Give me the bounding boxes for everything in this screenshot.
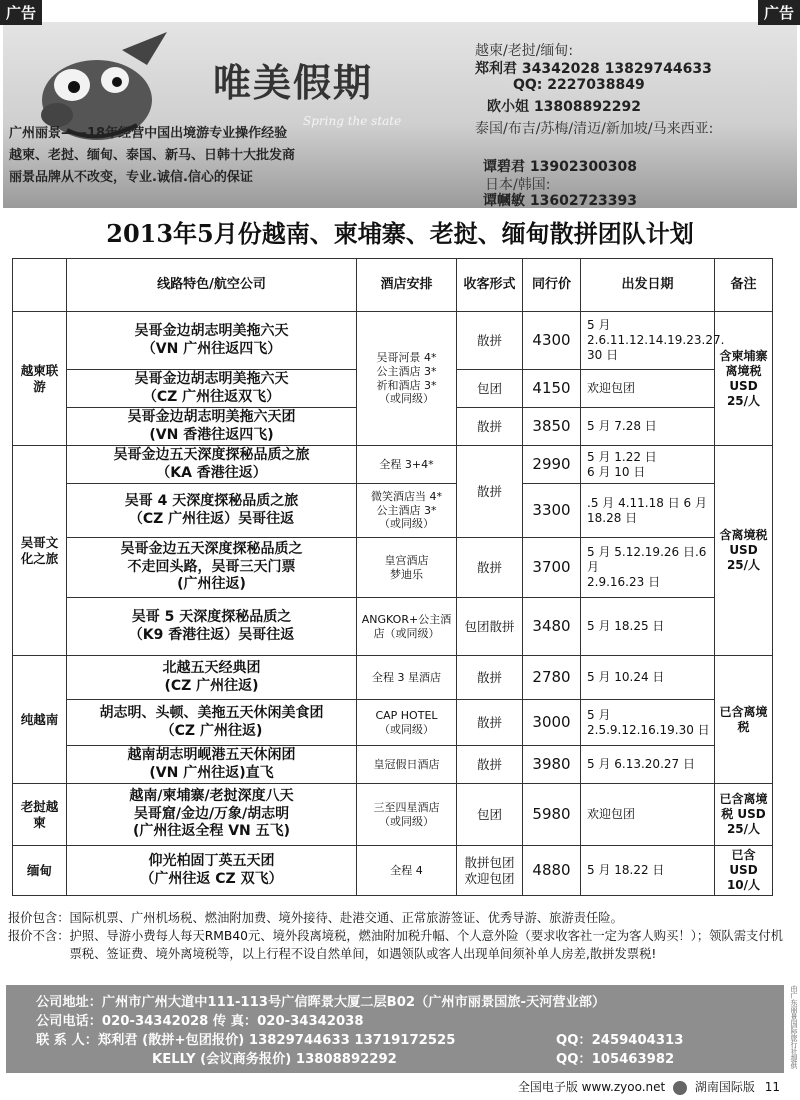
contact-region: 日本/韩国: bbox=[485, 177, 551, 193]
route-cell-line: 吴哥金边胡志明美拖六天 bbox=[134, 323, 289, 339]
table-header: 出发日期 bbox=[581, 259, 715, 312]
date-cell-line: 5 月 18.22 日 bbox=[587, 863, 665, 877]
route-cell-line: (VN 香港往返四飞) bbox=[149, 426, 274, 443]
hotel-cell bbox=[357, 700, 457, 746]
hotel-cell-line: 皇冠假日酒店 bbox=[373, 757, 440, 771]
contact-person: KELLY (会议商务报价) 13808892292 bbox=[152, 1052, 397, 1067]
form-cell: 散拼 bbox=[457, 446, 523, 538]
route-cell-line: (广州往返) bbox=[177, 576, 246, 593]
table-header: 同行价 bbox=[523, 259, 581, 312]
route-cell-line: （VN 广州往返四飞） bbox=[141, 340, 282, 357]
hotel-cell-line: 店（或同级） bbox=[373, 626, 440, 640]
route-cell bbox=[67, 700, 357, 746]
date-cell-line: 欢迎包团 bbox=[587, 807, 636, 821]
form-cell: 散拼 bbox=[457, 538, 523, 598]
route-cell-line: 吴哥金边胡志明美拖六天 bbox=[134, 371, 289, 387]
form-cell: 散拼 bbox=[457, 656, 523, 700]
note-cell: 已含离境税 USD 25/人 bbox=[715, 784, 773, 846]
price-cell: 3300 bbox=[523, 484, 581, 538]
date-cell-line: 18.28 日 bbox=[587, 510, 638, 525]
contact-line: 谭幗敏 13602723393 bbox=[483, 193, 638, 208]
date-cell-line: 30 日 bbox=[587, 348, 619, 362]
price-cell: 5980 bbox=[523, 784, 581, 846]
page-title: 2013年5月份越南、柬埔寨、老挝、缅甸散拼团队计划 bbox=[106, 219, 694, 248]
publication-logo-icon bbox=[673, 1081, 687, 1095]
price-cell: 2780 bbox=[523, 656, 581, 700]
route-cell-line: （KA 香港往返） bbox=[156, 464, 267, 481]
route-cell bbox=[67, 846, 357, 896]
category-cell: 越柬联游 bbox=[13, 312, 67, 446]
banner-intro-line: 丽景品牌从不改变，专业.诚信.信心的保证 bbox=[9, 170, 253, 185]
route-cell-line: 吴哥金边五天深度探秘品质之 bbox=[120, 541, 303, 558]
form-cell: 散拼 bbox=[457, 700, 523, 746]
route-cell bbox=[67, 656, 357, 700]
note-cell: 已含 USD 10/人 bbox=[715, 846, 773, 896]
ad-label-left: 广告 bbox=[0, 0, 42, 25]
category-cell: 缅甸 bbox=[13, 846, 67, 896]
date-cell-line: 6 月 10 日 bbox=[587, 464, 646, 479]
exclude-text: 护照、导游小费每人每天RMB40元、境外段离境税，燃油附加税升幅、个人意外险（要求收客社一定为客人购买！）；领队需支付机票税、签证费、境外离境税等，以上行程不设自然单间，如遇领队或客人出现单间须补单人房差,散拼发票税! bbox=[69, 928, 783, 961]
form-cell: 包团散拼 bbox=[457, 598, 523, 656]
banner-intro-line: 广州丽景——18年经营中国出境游专业操作经验 bbox=[9, 126, 288, 141]
date-cell bbox=[581, 408, 715, 446]
form-cell: 散拼 bbox=[457, 312, 523, 370]
table-header: 备注 bbox=[715, 259, 773, 312]
contact-line: 欧小姐 13808892292 bbox=[487, 99, 642, 115]
advertisement-banner bbox=[3, 22, 797, 208]
price-notes bbox=[8, 910, 792, 963]
page-number: 11 bbox=[764, 1080, 780, 1094]
hotel-cell bbox=[357, 446, 457, 484]
date-cell bbox=[581, 598, 715, 656]
table-row bbox=[13, 746, 773, 784]
route-cell bbox=[67, 538, 357, 598]
company-address: 公司地址：广州市广州大道中111-113号广信晖景大厦二层B02（广州市丽景国旅-天河营业部） bbox=[36, 995, 606, 1010]
route-cell-line: 北越五天经典团 bbox=[162, 660, 261, 676]
form-cell: 散拼包团欢迎包团 bbox=[457, 846, 523, 896]
date-cell-line: 5 月 18.25 日 bbox=[587, 619, 665, 633]
price-cell: 3000 bbox=[523, 700, 581, 746]
price-cell: 4300 bbox=[523, 312, 581, 370]
date-cell bbox=[581, 312, 725, 370]
hotel-cell bbox=[357, 746, 457, 784]
route-cell-line: 越南/柬埔寨/老挝深度八天 bbox=[129, 788, 294, 805]
include-text: 国际机票、广州机场税、燃油附加费、境外接待、赴港交通、正常旅游签证、优秀导游、旅游责任险。 bbox=[69, 911, 623, 925]
note-cell: 含柬埔寨离境税 USD 25/人 bbox=[715, 312, 773, 446]
date-cell bbox=[581, 370, 715, 408]
banner-intro-line: 越柬、老挝、缅甸、泰国、新马、日韩十大批发商 bbox=[9, 148, 296, 163]
date-cell-line: 5 月 bbox=[587, 707, 611, 722]
hotel-cell-line: 公主酒店 3* bbox=[376, 503, 437, 517]
date-cell bbox=[581, 538, 715, 598]
route-cell-line: 吴哥窟/金边/万象/胡志明 bbox=[133, 805, 290, 822]
category-cell: 老挝越柬 bbox=[13, 784, 67, 846]
hotel-cell-line: 吴哥河景 4* bbox=[376, 351, 437, 364]
hotel-cell bbox=[357, 538, 457, 598]
route-cell bbox=[67, 484, 357, 538]
hotel-cell-line: 梦迪乐 bbox=[390, 567, 423, 581]
edition-name: 湖南国际版 bbox=[694, 1080, 755, 1094]
hotel-cell bbox=[357, 656, 457, 700]
table-row bbox=[13, 538, 773, 598]
hotel-cell-line: （或同级） bbox=[379, 814, 434, 828]
table-row bbox=[13, 484, 773, 538]
date-cell-line: 2.5.9.12.16.19.30 日 bbox=[587, 722, 710, 737]
route-cell-line: （CZ 广州往返双飞） bbox=[142, 388, 281, 405]
route-cell-line: 不走回头路，吴哥三天门票 bbox=[127, 558, 296, 575]
form-cell: 散拼 bbox=[457, 408, 523, 446]
route-cell-line: 越南胡志明岘港五天休闲团 bbox=[127, 747, 296, 763]
contact-line: QQ: 2227038849 bbox=[513, 77, 645, 93]
route-cell bbox=[67, 408, 357, 446]
form-cell: 包团 bbox=[457, 784, 523, 846]
route-cell-line: 仰光柏固丁英五天团 bbox=[148, 853, 275, 869]
date-cell-line: 5 月 6.13.20.27 日 bbox=[587, 757, 695, 771]
hotel-cell-line: （或同级） bbox=[379, 517, 434, 531]
route-cell bbox=[67, 370, 357, 408]
route-cell-line: （广州往返 CZ 双飞） bbox=[140, 870, 283, 887]
date-cell bbox=[581, 656, 715, 700]
route-cell-line: (CZ 广州往返) bbox=[164, 677, 259, 694]
table-row bbox=[13, 784, 773, 846]
table-row bbox=[13, 846, 773, 896]
hotel-cell bbox=[357, 784, 457, 846]
date-cell bbox=[581, 784, 715, 846]
hotel-cell bbox=[357, 484, 457, 538]
contact-line: 郑利君 34342028 13829744633 bbox=[475, 61, 712, 77]
website-link[interactable]: 全国电子版 www.zyoo.net bbox=[517, 1080, 666, 1094]
price-cell: 3700 bbox=[523, 538, 581, 598]
route-cell bbox=[67, 312, 357, 370]
date-cell-line: 5 月 10.24 日 bbox=[587, 670, 665, 684]
table-header-row bbox=[13, 259, 773, 312]
company-footer bbox=[6, 985, 784, 1073]
hotel-cell-line: （或同级） bbox=[379, 722, 434, 736]
date-cell bbox=[581, 700, 715, 746]
brand-name: 唯美假期 bbox=[213, 60, 374, 105]
price-cell: 4150 bbox=[523, 370, 581, 408]
date-cell bbox=[581, 484, 715, 538]
date-cell-line: .5 月 4.11.18 日 6 月 bbox=[587, 495, 707, 510]
price-cell: 3980 bbox=[523, 746, 581, 784]
hotel-cell bbox=[357, 598, 457, 656]
route-cell-line: （K9 香港往返）吴哥往返 bbox=[128, 626, 295, 643]
hotel-cell-line: 全程 3 星酒店 bbox=[372, 670, 441, 684]
hotel-cell-line: ANGKOR+公主酒 bbox=[361, 612, 452, 626]
price-cell: 2990 bbox=[523, 446, 581, 484]
date-cell-line: 2.9.16.23 日 bbox=[587, 575, 661, 589]
hotel-cell-line: 三至四星酒店 bbox=[373, 800, 440, 814]
contact-region: 越柬/老挝/缅甸: bbox=[475, 43, 574, 59]
table-header: 酒店安排 bbox=[357, 259, 457, 312]
route-cell-line: (VN 广州往返)直飞 bbox=[149, 764, 274, 781]
hotel-cell bbox=[357, 312, 457, 446]
table-row bbox=[13, 312, 773, 370]
date-cell-line: 2.6.11.12.14.19.23.27. bbox=[587, 333, 725, 347]
hotel-cell bbox=[357, 846, 457, 896]
company-phone: 公司电话：020-34342028 传 真：020-34342038 bbox=[36, 1014, 364, 1029]
route-cell-line: 吴哥金边五天深度探秘品质之旅 bbox=[113, 447, 310, 463]
table-row bbox=[13, 598, 773, 656]
route-cell-line: 吴哥金边胡志明美拖六天团 bbox=[127, 409, 296, 425]
note-cell: 含离境税 USD 25/人 bbox=[715, 446, 773, 656]
price-cell: 3480 bbox=[523, 598, 581, 656]
table-header: 线路特色/航空公司 bbox=[67, 259, 357, 312]
route-cell-line: （CZ 广州往返) bbox=[160, 722, 263, 739]
tour-plan-table bbox=[12, 258, 773, 896]
route-cell-line: （CZ 广州往返）吴哥往返 bbox=[128, 510, 295, 527]
hotel-cell-line: 全程 4 bbox=[390, 863, 423, 877]
hotel-cell-line: 祈和酒店 3* bbox=[376, 378, 437, 392]
route-cell bbox=[67, 746, 357, 784]
date-cell-line: 欢迎包团 bbox=[587, 381, 636, 395]
route-cell-line: 吴哥 4 天深度探秘品质之旅 bbox=[124, 493, 299, 509]
route-cell-line: 胡志明、头顿、美拖五天休闲美食团 bbox=[99, 705, 324, 721]
hotel-cell-line: 公主酒店 3* bbox=[376, 364, 437, 378]
include-label: 报价包含： bbox=[8, 911, 70, 925]
page-footer bbox=[518, 1078, 780, 1095]
table-row bbox=[13, 656, 773, 700]
form-cell: 散拼 bbox=[457, 746, 523, 784]
route-cell-line: 吴哥 5 天深度探秘品质之 bbox=[131, 609, 292, 625]
route-cell bbox=[67, 446, 357, 484]
date-cell-line: 5 月 5.12.19.26 日.6 月 bbox=[587, 545, 707, 574]
form-cell: 包团 bbox=[457, 370, 523, 408]
table-row bbox=[13, 700, 773, 746]
date-cell-line: 5 月 bbox=[587, 318, 611, 332]
date-cell-line: 5 月 7.28 日 bbox=[587, 419, 657, 433]
date-cell-line: 5 月 1.22 日 bbox=[587, 449, 657, 464]
route-cell bbox=[67, 598, 357, 656]
route-cell-line: (广州往返全程 VN 五飞) bbox=[132, 823, 291, 840]
category-cell: 纯越南 bbox=[13, 656, 67, 784]
date-cell bbox=[581, 746, 715, 784]
category-cell: 吴哥文化之旅 bbox=[13, 446, 67, 656]
contact-region: 泰国/布吉/苏梅/清迈/新加坡/马来西亚: bbox=[475, 121, 714, 137]
price-cell: 3850 bbox=[523, 408, 581, 446]
contact-qq: QQ：105463982 bbox=[556, 1052, 675, 1067]
contact-qq: QQ：2459404313 bbox=[556, 1033, 684, 1048]
hotel-cell-line: CAP HOTEL bbox=[375, 708, 438, 722]
brand-slogan: Spring the state bbox=[303, 114, 402, 128]
exclude-label: 报价不含： bbox=[8, 928, 70, 943]
ad-label-right: 广告 bbox=[758, 0, 800, 25]
table-header: 收客形式 bbox=[457, 259, 523, 312]
side-credit: 由广东丽景国际旅行社提供 bbox=[790, 985, 798, 1069]
hotel-cell-line: 微笑酒店当 4* bbox=[371, 489, 442, 503]
contact-line: 谭碧君 13902300308 bbox=[483, 159, 638, 175]
price-cell: 4880 bbox=[523, 846, 581, 896]
date-cell bbox=[581, 846, 715, 896]
hotel-cell-line: （或同级） bbox=[379, 392, 434, 406]
table-header bbox=[13, 259, 67, 312]
date-cell bbox=[581, 446, 715, 484]
hotel-cell-line: 皇宫酒店 bbox=[384, 553, 429, 567]
hotel-cell-line: 全程 3+4* bbox=[379, 457, 434, 471]
note-cell: 已含离境税 bbox=[715, 656, 773, 784]
table-row bbox=[13, 446, 773, 484]
contact-person: 联 系 人：郑利君 (散拼+包团报价) 13829744633 13719172525 bbox=[36, 1033, 456, 1048]
route-cell bbox=[67, 784, 357, 846]
